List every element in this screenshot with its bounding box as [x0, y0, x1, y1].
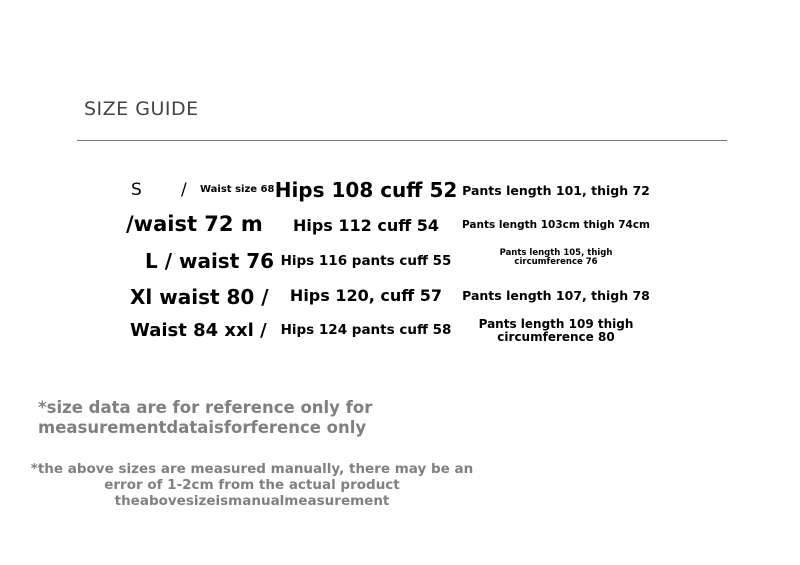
page-title: SIZE GUIDE: [84, 98, 199, 120]
divider: [77, 140, 727, 141]
size-pants: Pants length 107, thigh 78: [462, 288, 650, 303]
size-hips: Hips 112 cuff 54: [292, 216, 440, 235]
measurement-note: *the above sizes are measured manually, there may be an error of 1-2cm from the actual product theabovesizeismanualmeasurement: [30, 461, 474, 509]
size-hips: Hips 124 pants cuff 58: [280, 322, 452, 338]
size-hips: Hips 120, cuff 57: [289, 286, 443, 305]
size-waist: Xl waist 80 /: [130, 285, 269, 309]
size-separator: /: [181, 180, 187, 200]
size-hips: Hips 108 cuff 52: [274, 178, 458, 202]
size-pants: Pants length 105, thigh circumference 76: [499, 248, 613, 267]
size-pants: Pants length 101, thigh 72: [462, 183, 650, 198]
size-waist: Waist size 68: [200, 184, 275, 195]
size-pants: Pants length 109 thigh circumference 80: [478, 317, 634, 344]
size-pants: Pants length 103cm thigh 74cm: [461, 219, 650, 231]
size-hips: Hips 116 pants cuff 55: [280, 253, 452, 269]
size-waist: /waist 72 m: [126, 212, 263, 236]
reference-note: *size data are for reference only for measurementdataisforference only: [38, 398, 373, 437]
size-waist: L / waist 76: [145, 249, 275, 273]
size-waist: Waist 84 xxl /: [130, 320, 267, 341]
size-label-s: S: [131, 180, 142, 200]
